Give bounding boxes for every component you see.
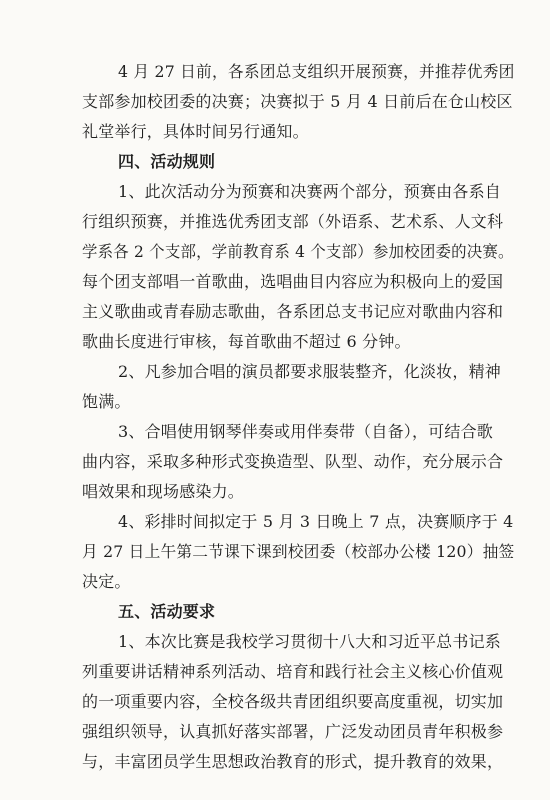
text-line: 4、彩排时间拟定于 5 月 3 日晚上 7 点，决赛顺序于 4 xyxy=(118,512,514,531)
text-line: 3、合唱使用钢琴伴奏或用伴奏带（自备），可结合歌 xyxy=(118,422,493,441)
text-line: 饱满。 xyxy=(82,392,131,411)
text-line: 行组织预赛，并推选优秀团支部（外语系、艺术系、人文科 xyxy=(82,212,504,231)
text-line: 每个团支部唱一首歌曲，选唱曲目内容应为积极向上的爱国 xyxy=(82,272,504,291)
text-line: 礼堂举行，具体时间另行通知。 xyxy=(82,122,309,141)
text-line: 主义歌曲或青春励志歌曲，各系团总支书记应对歌曲内容和 xyxy=(82,302,504,321)
text-line: 支部参加校团委的决赛；决赛拟于 5 月 4 日前后在仓山校区 xyxy=(82,92,513,111)
text-line: 1、此次活动分为预赛和决赛两个部分，预赛由各系自 xyxy=(118,182,501,201)
section-heading-rules: 四、活动规则 xyxy=(118,152,216,171)
text-line: 月 27 日上午第二节课下课到校团委（校部办公楼 120）抽签 xyxy=(82,542,515,561)
text-line: 1、本次比赛是我校学习贯彻十八大和习近平总书记系 xyxy=(118,632,501,651)
text-line: 唱效果和现场感染力。 xyxy=(82,482,245,501)
text-line: 的一项重要内容，全校各级共青团组织要高度重视，切实加 xyxy=(82,692,504,711)
section-heading-requirements: 五、活动要求 xyxy=(118,602,216,621)
text-line: 4 月 27 日前，各系团总支组织开展预赛，并推荐优秀团 xyxy=(118,62,515,81)
text-line: 曲内容，采取多种形式变换造型、队型、动作，充分展示合 xyxy=(82,452,504,471)
text-line: 决定。 xyxy=(82,572,131,591)
text-line: 歌曲长度进行审核，每首歌曲不超过 6 分钟。 xyxy=(82,332,411,351)
text-line: 列重要讲话精神系列活动、培育和践行社会主义核心价值观 xyxy=(82,662,504,681)
text-line: 强组织领导，认真抓好落实部署，广泛发动团员青年积极参 xyxy=(82,722,504,741)
text-line: 2、凡参加合唱的演员都要求服装整齐，化淡妆，精神 xyxy=(118,362,501,381)
text-line: 与，丰富团员学生思想政治教育的形式，提升教育的效果， xyxy=(82,752,504,771)
text-line: 学系各 2 个支部，学前教育系 4 个支部）参加校团委的决赛。 xyxy=(82,242,514,261)
